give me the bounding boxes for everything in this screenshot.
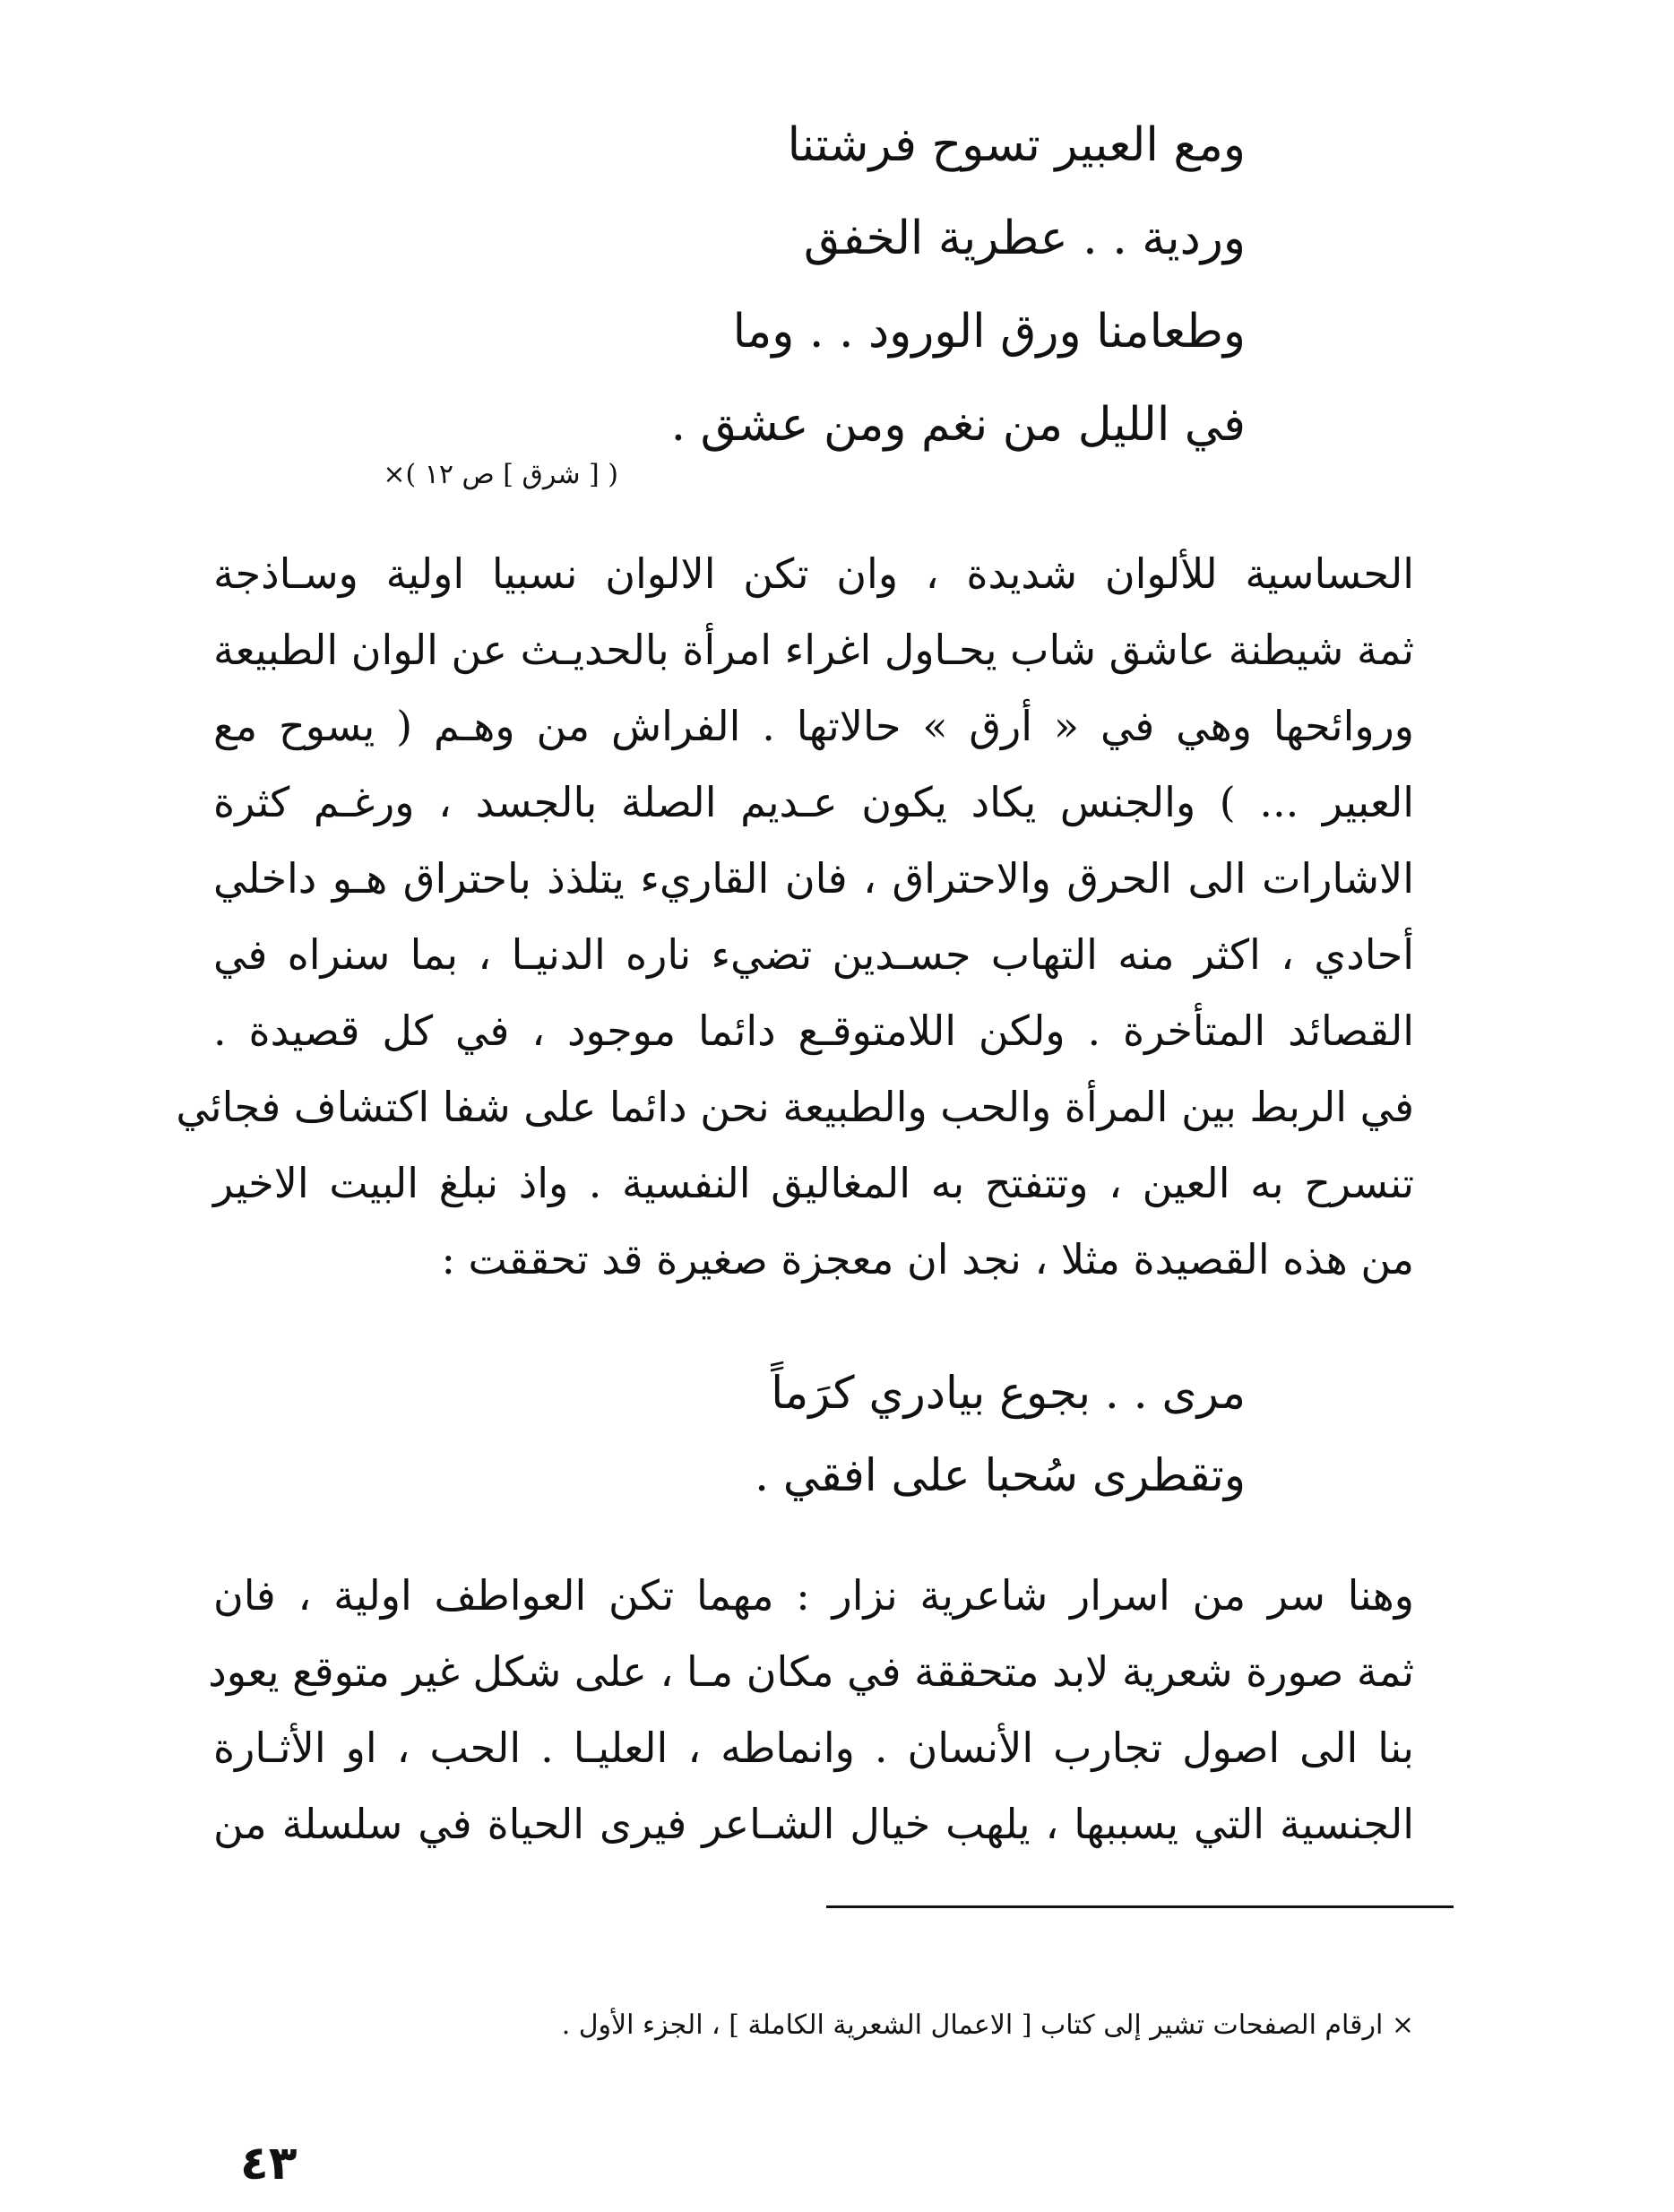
paragraph-2 — [208, 1558, 1414, 1862]
source-reference: ( [ شرق ] ص ١٢ )× — [383, 459, 618, 490]
paragraph-line: في الربط بين المرأة والحب والطبيعة نحن دائما على شفا اكتشاف فجائي — [176, 1083, 1414, 1131]
paragraph-line: الجنسية التي يسببها ، يلهب خيال الشـاعر فيرى الحياة في سلسلة من — [213, 1800, 1414, 1848]
poem-line: ومع العبير تسوح فرشتنا — [787, 118, 1246, 172]
paragraph-line: تنسرح به العين ، وتتفتح به المغاليق النفسية . واذ نبلغ البيت الاخير — [213, 1159, 1414, 1207]
page-number: ٤٣ — [240, 2137, 298, 2190]
paragraph-line: الاشارات الى الحرق والاحتراق ، فان القاريء يتلذذ باحتراق هـو داخلي — [213, 854, 1414, 903]
paragraph-line: العبير ... ) والجنس يكاد يكون عـديم الصلة بالجسد ، ورغـم كثرة — [213, 778, 1414, 826]
paragraph-line: الحساسية للألوان شديدة ، وان تكن الالوان نسبيا اولية وسـاذجة — [213, 549, 1414, 598]
paragraph-line: وروائحها وهي في « أرق » حالاتها . الفراش من وهـم ( يسوح مع — [213, 702, 1414, 750]
poem-line: في الليل من نغم ومن عشق . — [670, 398, 1246, 452]
paragraph-1 — [176, 536, 1414, 1298]
poem-line: وطعامنا ورق الورود . . وما — [732, 305, 1246, 359]
paragraph-line: القصائد المتأخرة . ولكن اللامتوقـع دائما موجود ، في كل قصيدة . — [213, 1007, 1414, 1055]
poem-top — [439, 99, 1246, 471]
paragraph-line: ثمة شيطنة عاشق شاب يحـاول اغراء امرأة بالحديـث عن الوان الطبيعة — [213, 626, 1414, 674]
paragraph-line: أحادي ، اكثر منه التهاب جسـدين تضيء ناره الدنيـا ، بما سنراه في — [213, 930, 1414, 979]
footnote: × ارقام الصفحات تشير إلى كتاب [ الاعمال الشعرية الكاملة ] ، الجزء الأول . — [561, 2009, 1414, 2041]
poem-line: وردية . . عطرية الخفق — [803, 212, 1246, 265]
paragraph-line: وهنا سر من اسرار شاعرية نزار : مهما تكن العواطف اولية ، فان — [213, 1571, 1414, 1620]
poem-line: مرى . . بجوع بيادري كرَماً — [771, 1367, 1246, 1419]
footnote-divider — [826, 1905, 1454, 1908]
poem-middle — [439, 1352, 1246, 1516]
poem-line: وتقطرى سُحبا على افقي . — [755, 1449, 1246, 1501]
paragraph-line: بنا الى اصول تجارب الأنسان . وانماطه ، العليـا . الحب ، او الأثـارة — [213, 1724, 1414, 1772]
paragraph-line: من هذه القصيدة مثلا ، نجد ان معجزة صغيرة قد تحققت : — [441, 1235, 1414, 1283]
paragraph-line: ثمة صورة شعرية لابد متحققة في مكان مـا ، على شكل غير متوقع يعود — [208, 1647, 1414, 1696]
